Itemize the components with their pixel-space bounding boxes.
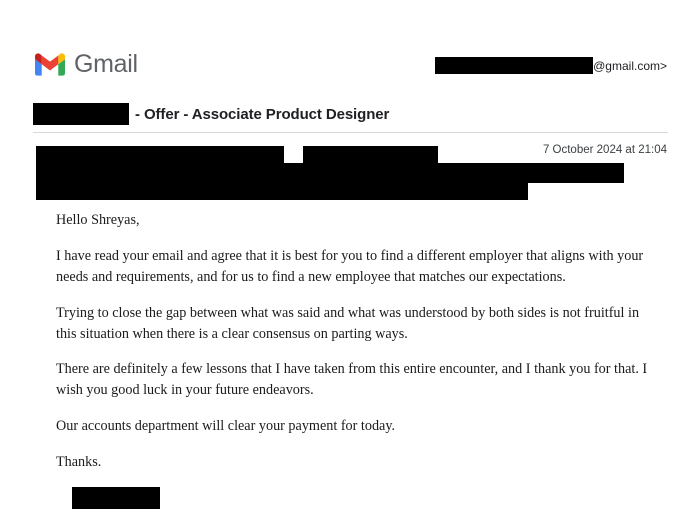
email-paragraph-5: Our accounts department will clear your payment for today. (56, 418, 396, 435)
gmail-brand (35, 50, 138, 79)
email-header (10, 10, 690, 78)
gmail-m-icon (35, 53, 65, 76)
email-paragraph-2: I have read your email and agree that it is best for you to find a different employer that aligns with your needs and requirements, and for us to find a new employee that matches our expectations. (56, 247, 644, 285)
account-email-suffix: @gmail.com> (593, 58, 667, 73)
email-paragraph-4: There are definitely a few lessons that I have taken from this entire encounter, and I thank you for that. I wish you good luck in your future endeavors. (56, 361, 648, 399)
email-subject-row (33, 103, 389, 125)
redacted-signature (72, 487, 160, 509)
redacted-account-name (435, 57, 593, 74)
email-subject: - Offer - Associate Product Designer (135, 105, 390, 123)
gmail-wordmark: Gmail (74, 50, 138, 78)
email-paragraph-3: Trying to close the gap between what was said and what was understood by both sides is not fruitful in this situation when there is a clear consensus on parting ways. (56, 304, 640, 342)
redacted-recipient-line-3 (36, 183, 528, 200)
redacted-company-name (33, 103, 129, 125)
email-paragraph-6: Thanks. (56, 454, 102, 470)
redacted-recipient-line-1 (36, 163, 546, 183)
account-address (435, 57, 667, 74)
redacted-sender-line-1 (36, 146, 284, 163)
header-divider (33, 132, 668, 133)
email-paragraph-1: Hello Shreyas, (56, 212, 140, 228)
email-body (56, 210, 660, 473)
redacted-recipient-line-2 (546, 163, 624, 183)
redacted-sender-line-2 (303, 146, 438, 163)
email-timestamp: 7 October 2024 at 21:04 (542, 144, 667, 156)
redacted-sender-block (33, 146, 633, 200)
email-sheet (10, 10, 690, 505)
